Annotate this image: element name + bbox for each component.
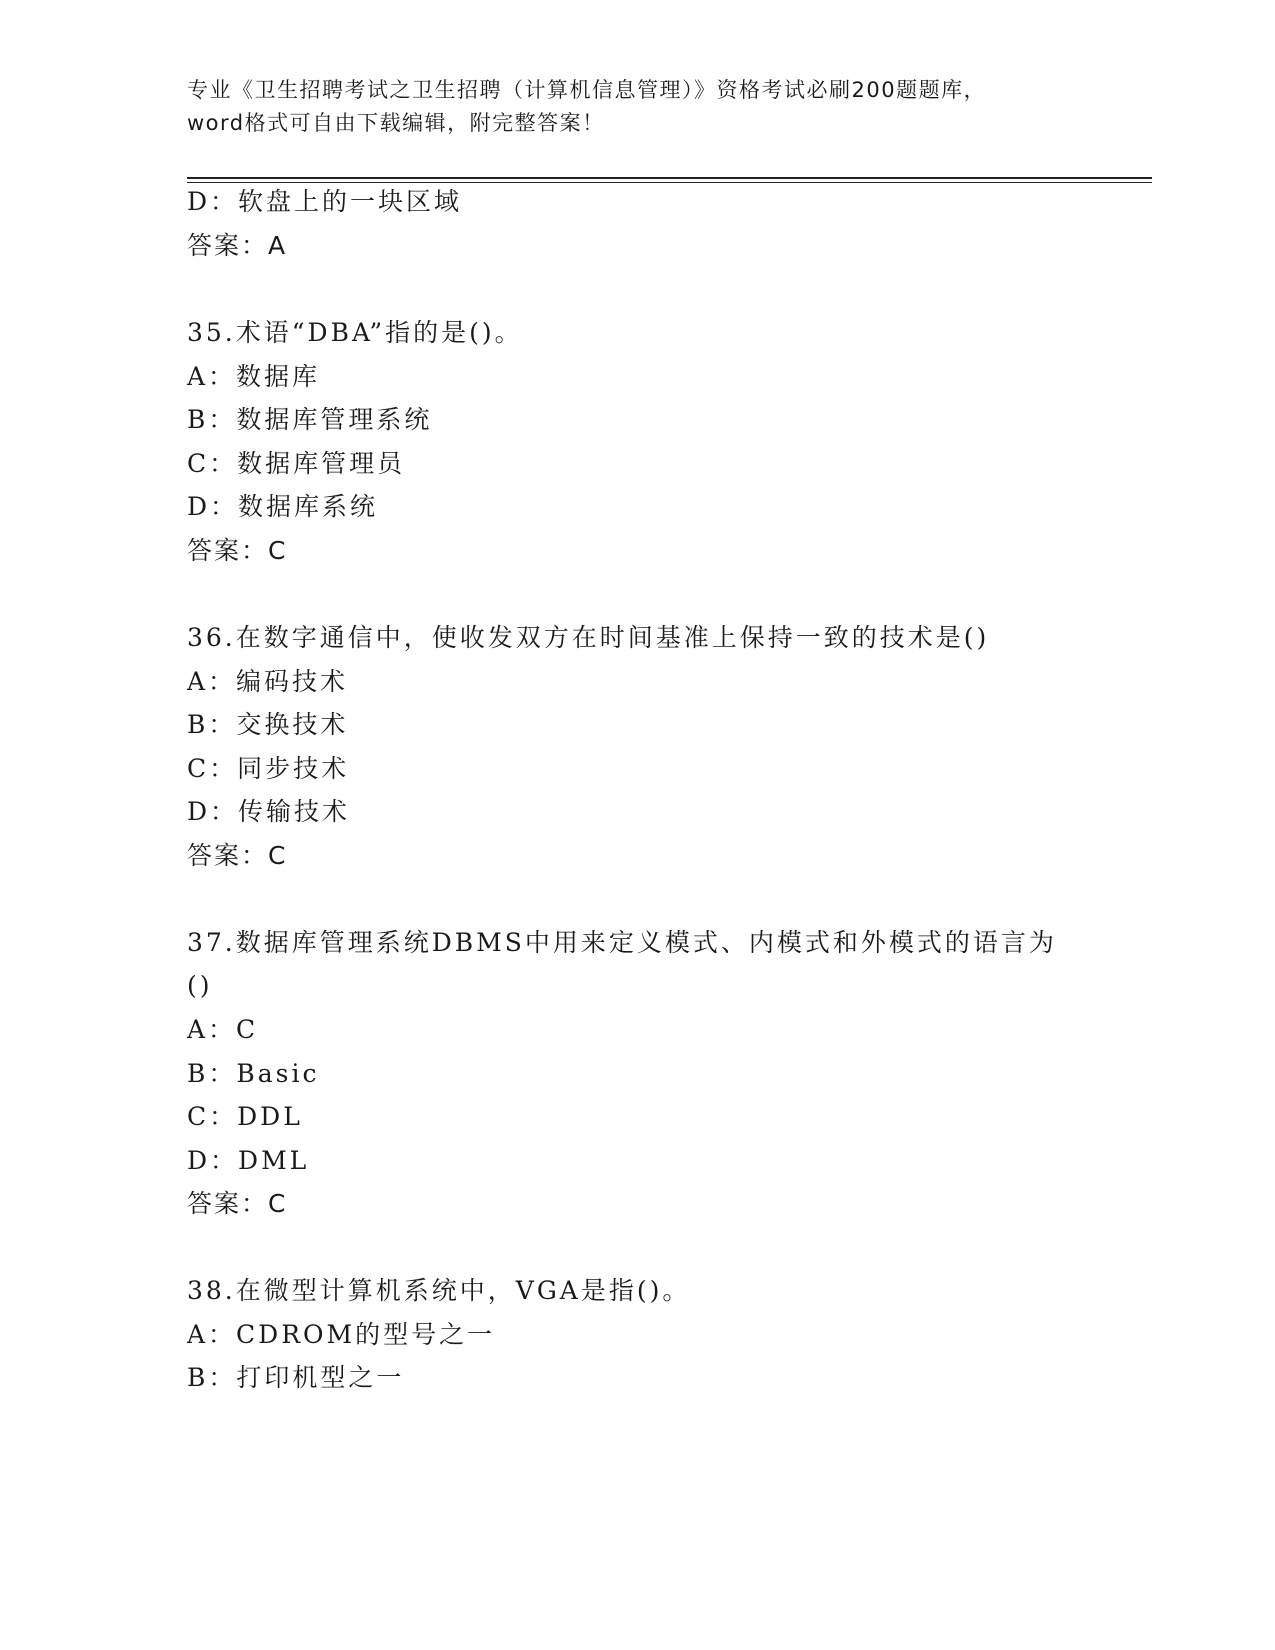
- header-divider-thin: [187, 182, 1152, 183]
- question-38-stem: 38.在微型计算机系统中，VGA是指()。: [187, 1276, 691, 1305]
- question-35-option-a: A：数据库: [187, 362, 321, 391]
- question-35-option-b: B：数据库管理系统: [187, 405, 433, 434]
- question-36-answer: 答案：C: [187, 841, 288, 870]
- prev-answer: 答案：A: [187, 231, 288, 260]
- question-35-option-d: D：数据库系统: [187, 492, 379, 521]
- question-37-stem: 37.数据库管理系统DBMS中用来定义模式、内模式和外模式的语言为: [187, 928, 1057, 957]
- header-line-1: 专业《卫生招聘考试之卫生招聘（计算机信息管理）》资格考试必刷200题题库，: [187, 78, 987, 102]
- question-36-option-b: B：交换技术: [187, 710, 349, 739]
- prev-option-d: D：软盘上的一块区域: [187, 187, 463, 216]
- question-37-stem-cont: (): [187, 971, 213, 1000]
- question-35-stem: 35.术语“DBA”指的是()。: [187, 318, 523, 347]
- question-37-option-c: C：DDL: [187, 1102, 303, 1131]
- document-header: [187, 74, 1087, 140]
- question-38-option-a: A：CDROM的型号之一: [187, 1320, 496, 1349]
- header-line-2: word格式可自由下载编辑，附完整答案！: [187, 111, 605, 135]
- question-38-option-b: B：打印机型之一: [187, 1363, 405, 1392]
- question-37-option-d: D：DML: [187, 1146, 310, 1175]
- question-35-answer: 答案：C: [187, 536, 288, 565]
- question-36-option-a: A：编码技术: [187, 667, 349, 696]
- question-37-option-a: A：C: [187, 1015, 259, 1044]
- header-divider-thick: [187, 177, 1152, 179]
- question-36-option-d: D：传输技术: [187, 797, 351, 826]
- question-37-answer: 答案：C: [187, 1189, 288, 1218]
- question-36-stem: 36.在数字通信中，使收发双方在时间基准上保持一致的技术是(): [187, 623, 990, 652]
- question-36-option-c: C：同步技术: [187, 754, 350, 783]
- question-35-option-c: C：数据库管理员: [187, 449, 406, 478]
- question-37-option-b: B：Basic: [187, 1059, 320, 1088]
